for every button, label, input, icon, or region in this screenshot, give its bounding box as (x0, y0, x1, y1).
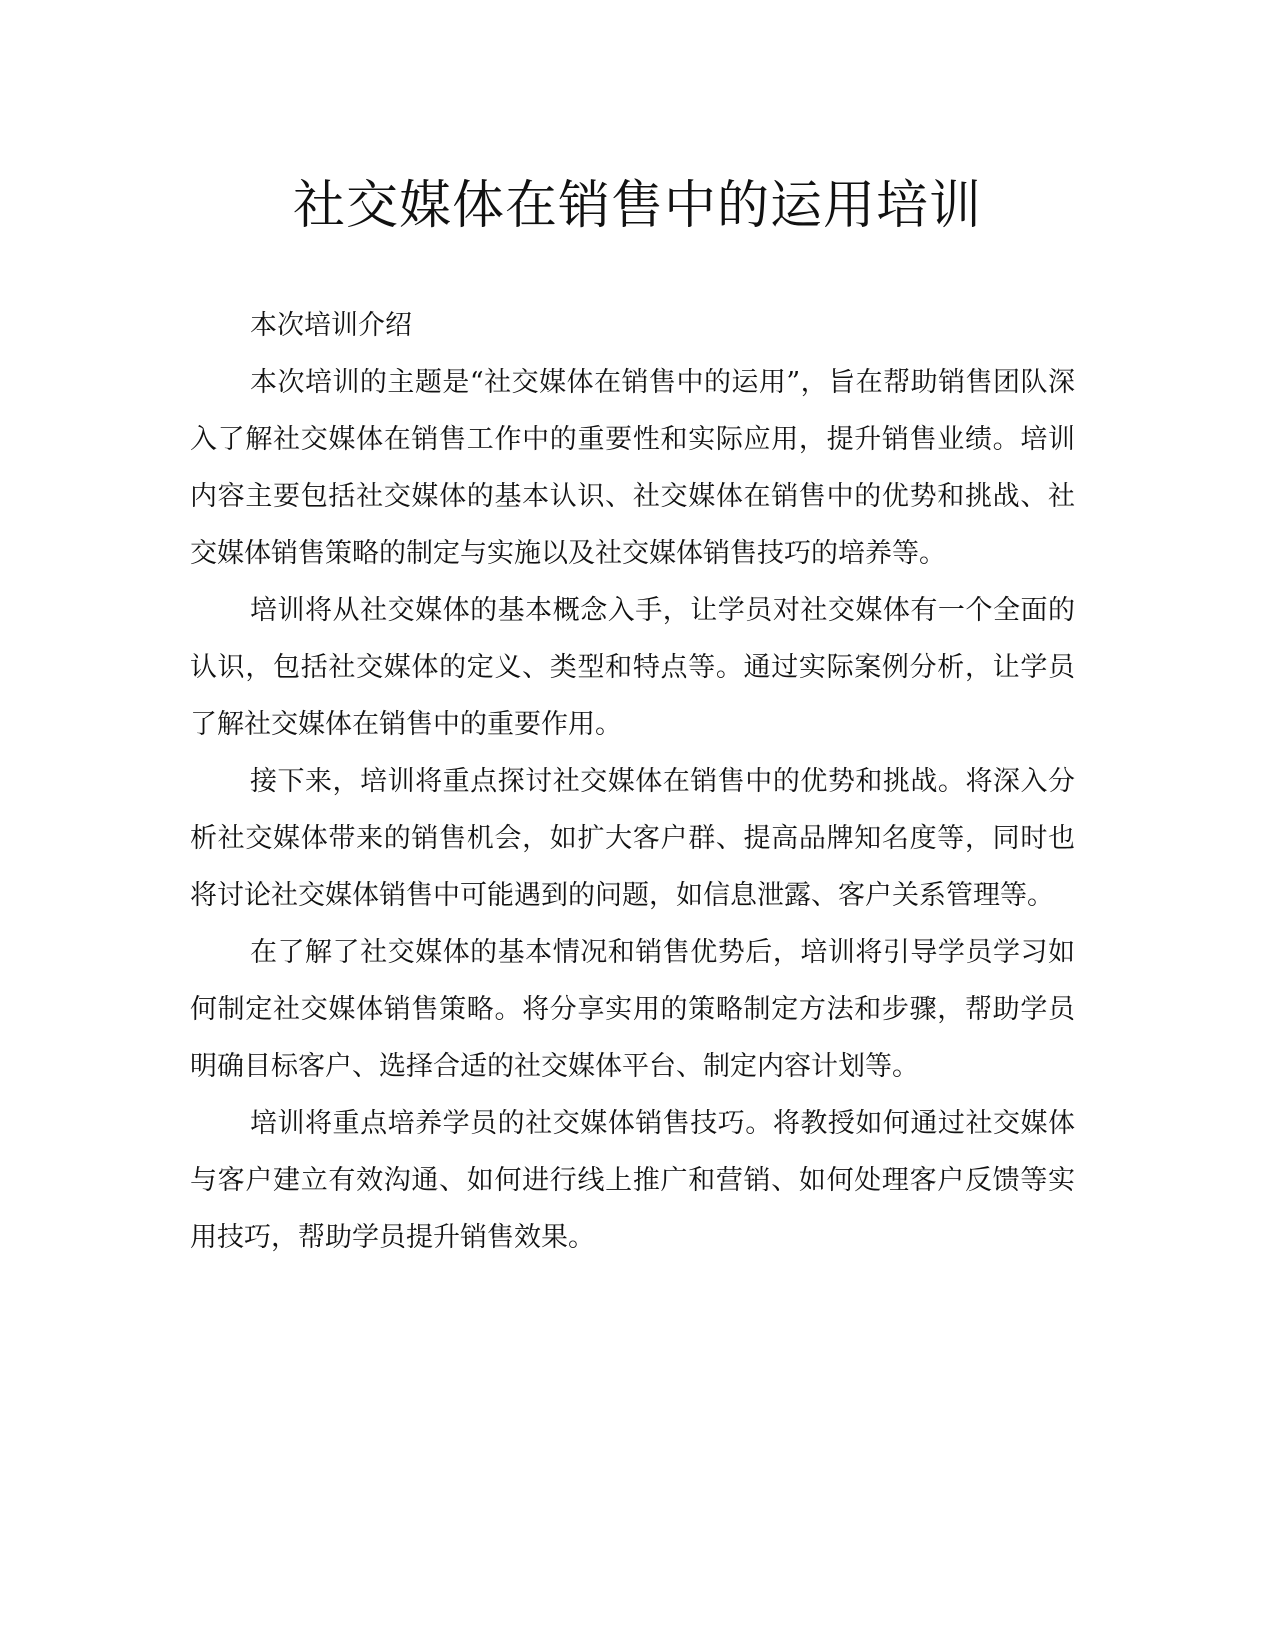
paragraph-5: 培训将重点培养学员的社交媒体销售技巧。将教授如何通过社交媒体与客户建立有效沟通、如何进行线上推广和营销、如何处理客户反馈等实用技巧，帮助学员提升销售效果。 (190, 1108, 1075, 1253)
document-title: 社交媒体在销售中的运用培训 (292, 176, 982, 236)
paragraph-4: 在了解了社交媒体的基本情况和销售优势后，培训将引导学员学习如何制定社交媒体销售策略。将分享实用的策略制定方法和步骤，帮助学员明确目标客户、选择合适的社交媒体平台、制定内容计划等。 (190, 937, 1075, 1082)
paragraph-2: 培训将从社交媒体的基本概念入手，让学员对社交媒体有一个全面的认识，包括社交媒体的定义、类型和特点等。通过实际案例分析，让学员了解社交媒体在销售中的重要作用。 (190, 595, 1075, 740)
paragraph-1: 本次培训的主题是“社交媒体在销售中的运用”，旨在帮助销售团队深入了解社交媒体在销售工作中的重要性和实际应用，提升销售业绩。培训内容主要包括社交媒体的基本认识、社交媒体在销售中的优势和挑战、社交媒体销售策略的制定与实施以及社交媒体销售技巧的培养等。 (190, 367, 1075, 569)
paragraph-3: 接下来，培训将重点探讨社交媒体在销售中的优势和挑战。将深入分析社交媒体带来的销售机会，如扩大客户群、提高品牌知名度等，同时也将讨论社交媒体销售中可能遇到的问题，如信息泄露、客户关系管理等。 (190, 766, 1075, 911)
section-heading: 本次培训介绍 (250, 310, 412, 341)
document-body (190, 298, 1075, 1266)
